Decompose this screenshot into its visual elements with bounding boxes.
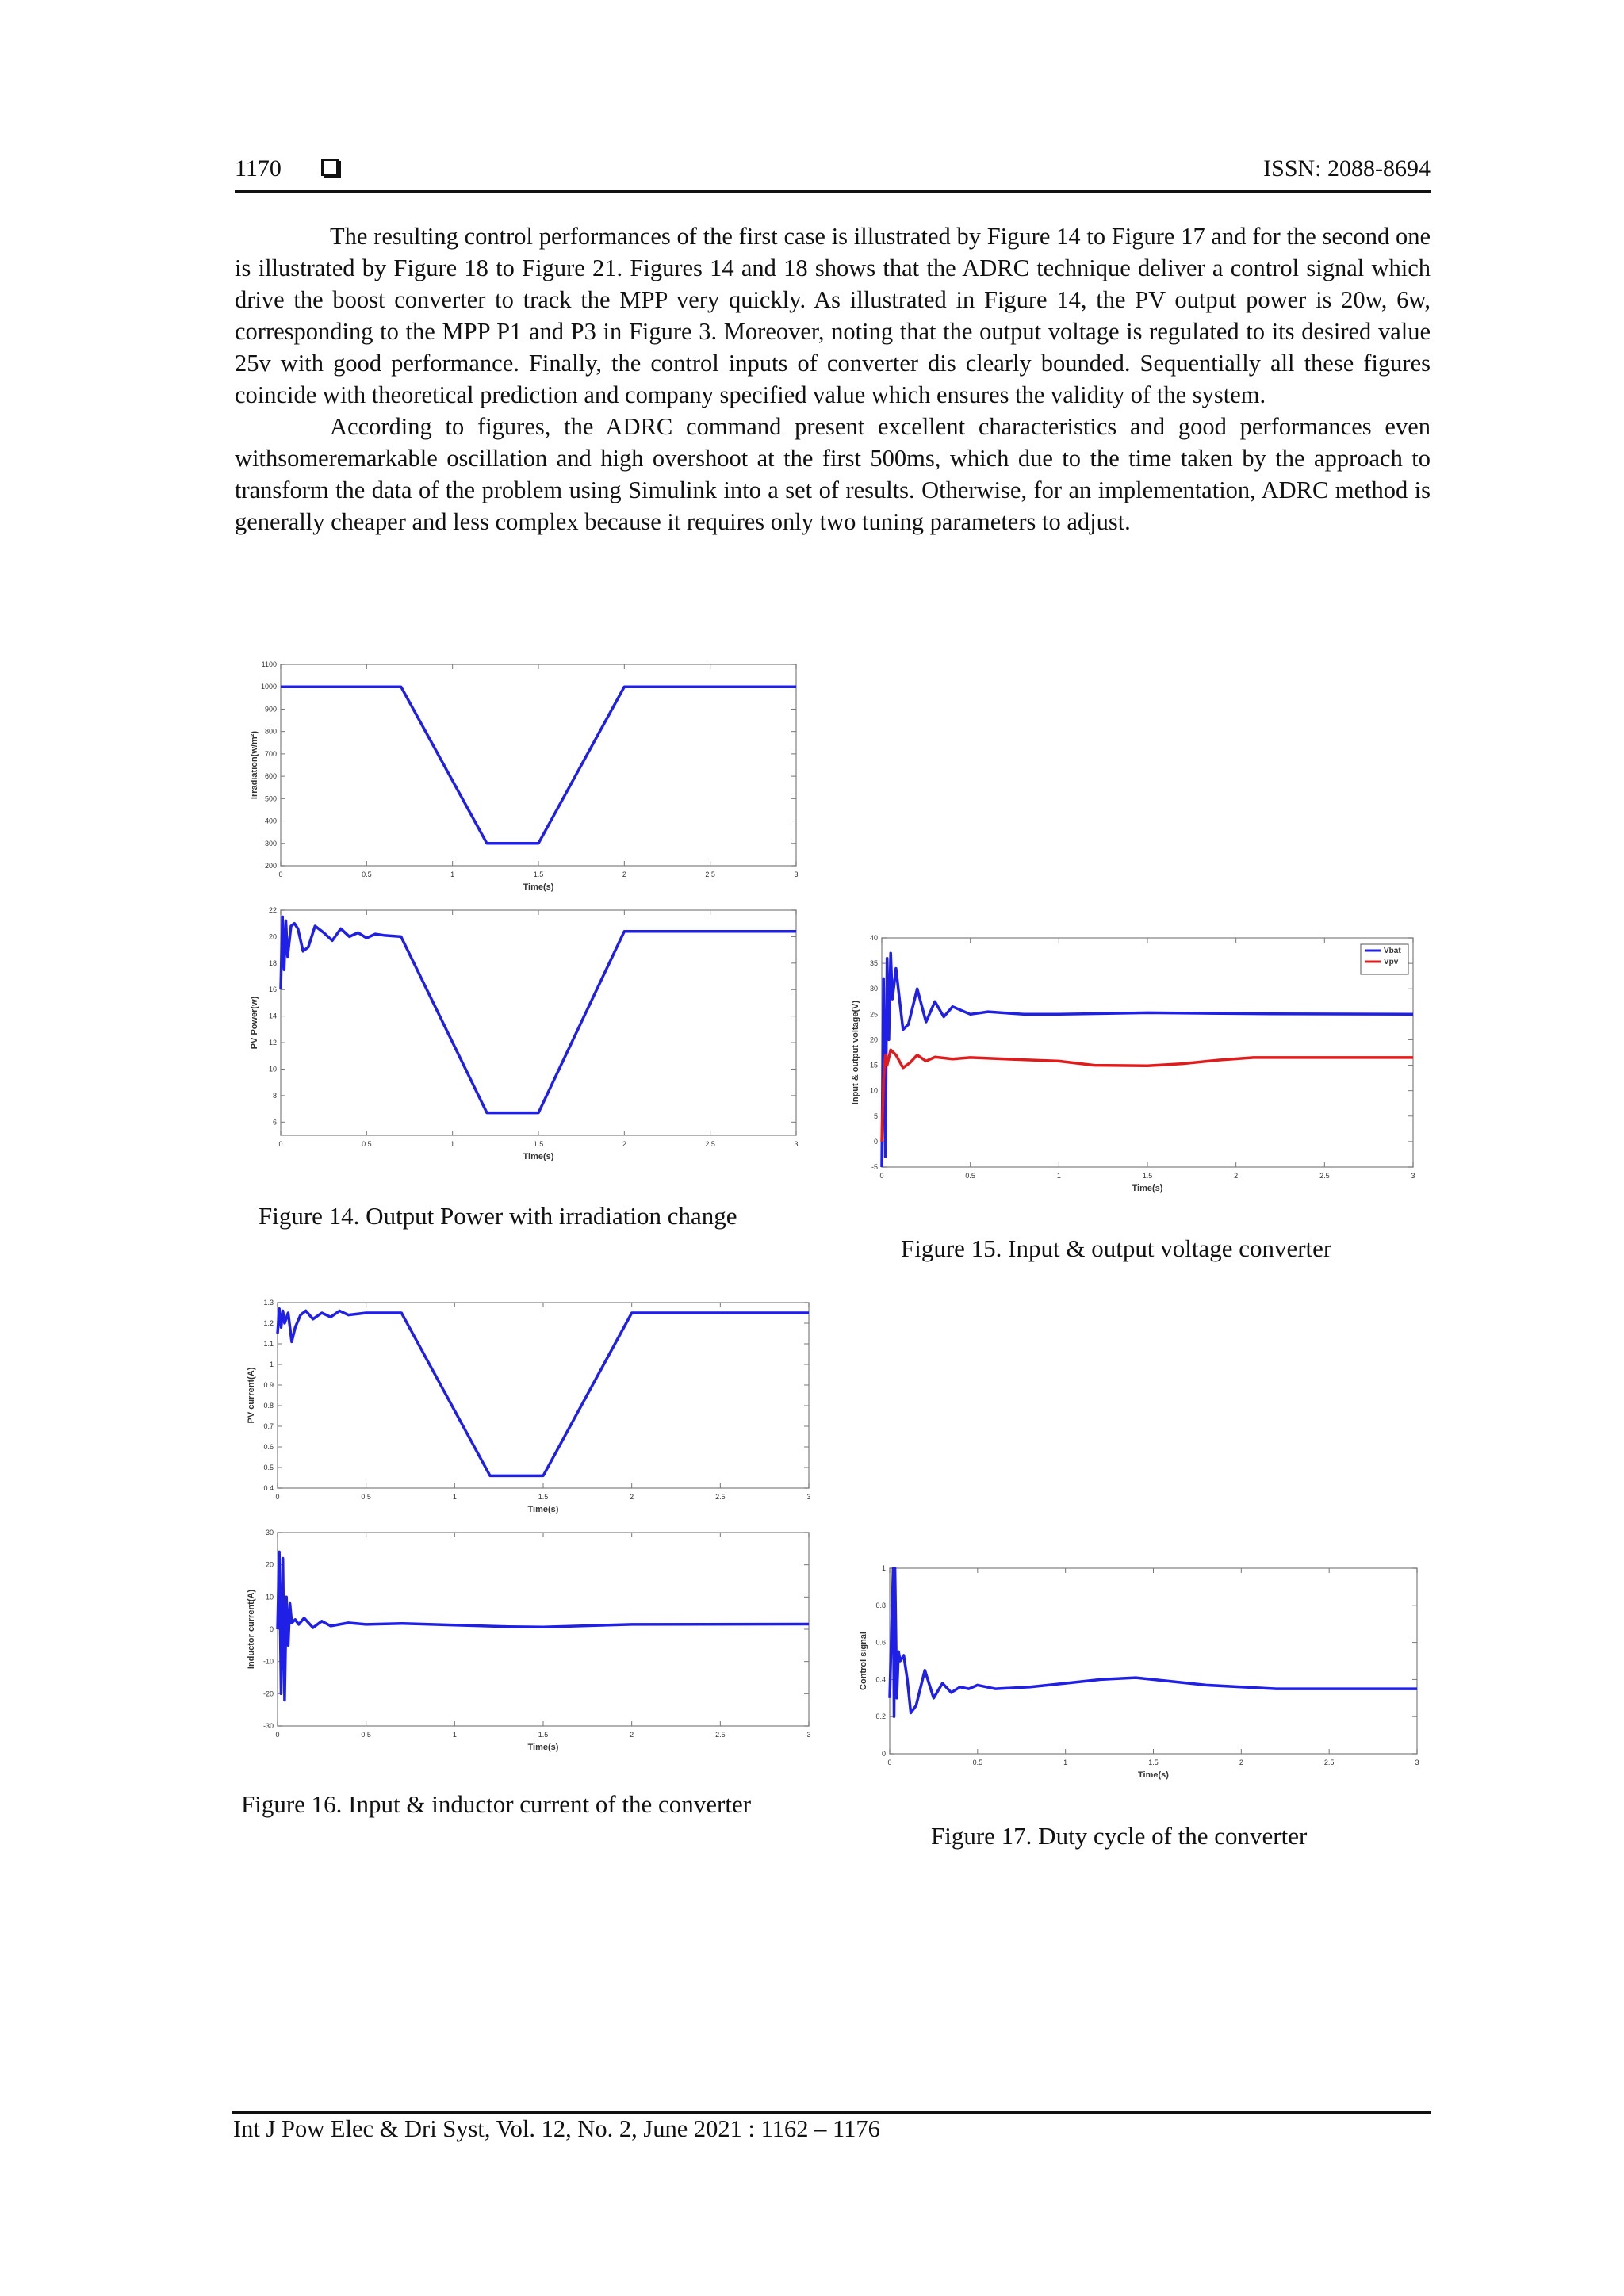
y-tick-label: 8 — [272, 1091, 277, 1100]
y-tick-label: 900 — [264, 705, 277, 714]
y-tick-label: 1000 — [260, 683, 277, 691]
x-tick-label: 2.5 — [705, 871, 715, 878]
y-tick-label: 5 — [873, 1112, 878, 1120]
y-tick-label: 40 — [869, 934, 878, 942]
x-axis-label: Time(s) — [527, 1743, 559, 1752]
y-tick-label: 1.2 — [263, 1319, 274, 1327]
legend-label: Vbat — [1384, 947, 1401, 955]
x-tick-label: 1.5 — [533, 871, 544, 878]
y-tick-label: 20 — [869, 1035, 878, 1044]
y-tick-label: 0.8 — [263, 1402, 274, 1410]
y-tick-label: 0 — [269, 1625, 274, 1633]
y-tick-label: 14 — [268, 1012, 277, 1020]
x-tick-label: 2 — [1239, 1758, 1243, 1766]
x-tick-label: 1.5 — [538, 1493, 549, 1501]
x-tick-label: 1 — [1063, 1758, 1068, 1766]
y-tick-label: 10 — [268, 1065, 277, 1073]
y-tick-label: 6 — [272, 1118, 277, 1127]
x-axis-label: Time(s) — [527, 1505, 559, 1514]
figure-16-inductor-current-chart — [244, 1526, 815, 1764]
y-tick-label: 1 — [881, 1564, 886, 1572]
y-axis-label: Irradiation(w/m²) — [250, 730, 259, 800]
x-tick-label: 0.5 — [972, 1758, 983, 1766]
y-tick-label: 18 — [268, 959, 277, 967]
x-tick-label: 0.5 — [362, 871, 372, 878]
x-tick-label: 3 — [1415, 1758, 1419, 1766]
x-tick-label: 2.5 — [715, 1493, 726, 1501]
y-tick-label: 25 — [869, 1010, 878, 1019]
plot-frame — [278, 1533, 809, 1726]
y-tick-label: 200 — [264, 862, 277, 870]
body-text — [235, 220, 1431, 538]
y-tick-label: 0.2 — [875, 1712, 886, 1721]
x-tick-label: 0.5 — [362, 1140, 372, 1148]
y-tick-label: 30 — [265, 1529, 274, 1536]
y-tick-label: 20 — [268, 932, 277, 941]
y-tick-label: 700 — [264, 749, 277, 758]
header-rule — [235, 190, 1431, 193]
paragraph-2: According to figures, the ADRC command present excellent characteristics and good performances even withsomeremarkable oscillation and high overshoot at the first 500ms, which due to the time taken by the approach to transform the data of the problem using Simulink into a set of results. Otherwise, for an implementation, ADRC method is generally cheaper and less complex because it requires only two tuning parameters to adjust. — [235, 413, 1431, 535]
plot-frame — [281, 910, 796, 1135]
y-axis-label: PV Power(w) — [250, 996, 259, 1050]
x-tick-label: 0 — [278, 1140, 283, 1148]
y-axis-label: PV current(A) — [247, 1367, 256, 1424]
y-tick-label: 0.7 — [263, 1422, 274, 1430]
y-tick-label: 20 — [265, 1560, 274, 1569]
x-tick-label: 2 — [1234, 1172, 1239, 1180]
legend-label: Vpv — [1384, 958, 1399, 966]
x-tick-label: 1.5 — [1148, 1758, 1159, 1766]
x-tick-label: 0 — [887, 1758, 892, 1766]
x-tick-label: 3 — [806, 1493, 811, 1501]
x-tick-label: 2 — [630, 1493, 634, 1501]
y-tick-label: 300 — [264, 839, 277, 848]
x-tick-label: 1.5 — [533, 1140, 544, 1148]
figure-16-pv-current-chart — [244, 1296, 815, 1526]
figure-14-pv-power-chart — [247, 904, 802, 1173]
y-axis-label: Control signal — [859, 1632, 868, 1690]
x-tick-label: 0.5 — [361, 1493, 371, 1501]
y-tick-label: 1 — [269, 1360, 274, 1368]
y-tick-label: 22 — [268, 906, 277, 914]
y-tick-label: 0 — [881, 1750, 886, 1758]
x-axis-label: Time(s) — [1138, 1770, 1169, 1780]
y-axis-label: Inductor current(A) — [247, 1589, 256, 1670]
y-tick-label: 600 — [264, 772, 277, 781]
y-tick-label: 0.8 — [875, 1601, 886, 1609]
y-tick-label: 16 — [268, 985, 277, 994]
x-tick-label: 2.5 — [1320, 1172, 1330, 1180]
x-tick-label: 2.5 — [1323, 1758, 1335, 1766]
figure-15-voltage-chart — [848, 932, 1419, 1205]
plot-frame — [278, 1303, 809, 1488]
x-tick-label: 1 — [1056, 1172, 1061, 1180]
x-tick-label: 2.5 — [715, 1731, 726, 1739]
plot-frame — [281, 664, 796, 866]
x-tick-label: 1 — [452, 1493, 457, 1501]
y-tick-label: 0.5 — [263, 1464, 274, 1471]
x-axis-label: Time(s) — [523, 1152, 554, 1161]
y-tick-label: 0.6 — [263, 1443, 274, 1451]
y-tick-label: 1.1 — [263, 1340, 274, 1348]
x-tick-label: 0 — [275, 1493, 280, 1501]
y-tick-label: 10 — [869, 1086, 878, 1095]
y-tick-label: 12 — [268, 1039, 277, 1047]
x-axis-label: Time(s) — [523, 882, 554, 892]
y-tick-label: 35 — [869, 959, 878, 968]
x-tick-label: 3 — [1411, 1172, 1415, 1180]
x-tick-label: 0 — [275, 1731, 280, 1739]
y-tick-label: 0.9 — [263, 1381, 274, 1389]
y-tick-label: -20 — [262, 1689, 274, 1698]
y-tick-label: 0 — [873, 1137, 878, 1146]
footer-rule — [232, 2111, 1431, 2114]
figure-17-caption: Figure 17. Duty cycle of the converter — [931, 1822, 1308, 1850]
y-tick-label: 500 — [264, 794, 277, 803]
figure-14-caption: Figure 14. Output Power with irradiation change — [259, 1202, 737, 1230]
y-tick-label: 1.3 — [263, 1299, 274, 1307]
figure-16-caption: Figure 16. Input & inductor current of the converter — [241, 1790, 752, 1818]
x-tick-label: 2 — [622, 871, 626, 878]
x-tick-label: 1 — [450, 1140, 455, 1148]
y-tick-label: -30 — [262, 1722, 274, 1730]
y-tick-label: 0.6 — [875, 1638, 886, 1647]
page-number: 1170 — [235, 155, 282, 182]
figure-17-duty-cycle-chart — [856, 1562, 1423, 1792]
x-tick-label: 1 — [450, 871, 455, 878]
x-tick-label: 3 — [794, 1140, 799, 1148]
box-icon — [321, 159, 339, 176]
figure-15-caption: Figure 15. Input & output voltage converter — [901, 1234, 1332, 1262]
y-tick-label: 1100 — [261, 660, 277, 668]
y-tick-label: 0.4 — [263, 1484, 274, 1492]
y-tick-label: 30 — [869, 985, 878, 993]
x-tick-label: 1.5 — [538, 1731, 549, 1739]
x-tick-label: 2.5 — [705, 1140, 715, 1148]
plot-frame — [882, 938, 1413, 1167]
plot-frame — [890, 1568, 1417, 1754]
paragraph-1: The resulting control performances of the first case is illustrated by Figure 14 to Figure 17 and for the second one is illustrated by Figure 18 to Figure 21. Figures 14 and 18 shows that the ADRC technique deliver a control signal which drive the boost converter to track the MPP very quickly. As illustrated in Figure 14, the PV output power is 20w, 6w, corresponding to the MPP P1 and P3 in Figure 3. Moreover, noting that the output voltage is regulated to its desired value 25v with good performance. Finally, the control inputs of converter dis clearly bounded. Sequentially all these figures coincide with theoretical prediction and company specified value which ensures the validity of the system. — [235, 223, 1431, 408]
x-axis-label: Time(s) — [1132, 1184, 1163, 1193]
x-tick-label: 0.5 — [361, 1731, 371, 1739]
x-tick-label: 0.5 — [965, 1172, 975, 1180]
x-tick-label: 1.5 — [1142, 1172, 1153, 1180]
figure-14-irradiation-chart — [247, 658, 802, 904]
x-tick-label: 0 — [879, 1172, 884, 1180]
y-tick-label: 0.4 — [875, 1675, 886, 1684]
x-tick-label: 0 — [278, 871, 283, 878]
x-tick-label: 2 — [630, 1731, 634, 1739]
x-tick-label: 2 — [622, 1140, 626, 1148]
y-tick-label: -5 — [871, 1163, 878, 1171]
y-tick-label: -10 — [262, 1657, 274, 1666]
x-tick-label: 1 — [452, 1731, 457, 1739]
y-tick-label: 15 — [869, 1061, 878, 1070]
issn: ISSN: 2088-8694 — [1263, 155, 1431, 182]
y-tick-label: 800 — [264, 727, 277, 736]
x-tick-label: 3 — [794, 871, 799, 878]
x-tick-label: 3 — [806, 1731, 811, 1739]
footer-citation: Int J Pow Elec & Dri Syst, Vol. 12, No. 2, June 2021 : 1162 – 1176 — [233, 2115, 880, 2142]
y-axis-label: Input & output voltage(V) — [851, 1000, 860, 1105]
y-tick-label: 400 — [264, 817, 277, 825]
y-tick-label: 10 — [265, 1593, 274, 1601]
